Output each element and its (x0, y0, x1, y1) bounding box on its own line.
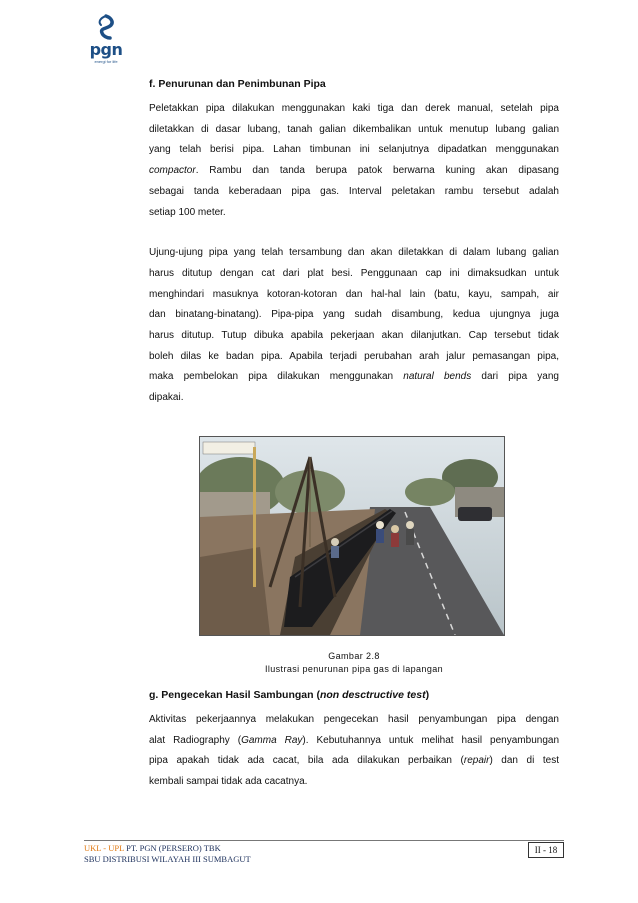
paragraph-line (149, 751, 559, 772)
paragraph-line: Peletakkan pipa dilakukan menggunakan kaki tiga dan derek manual, setelah pipa (149, 103, 559, 114)
section-f-paragraph-1 (149, 99, 559, 223)
page-number: II - 18 (528, 842, 564, 858)
paragraph-line-text: . Rambu dan tanda berupa patok berwarna kuning akan dipasang (195, 165, 559, 177)
section-g-heading-end: ) (425, 689, 430, 701)
paragraph-line-text: maka pembelokan pipa dilakukan menggunakan (149, 371, 404, 383)
paragraph-line: diletakkan di dasar lubang, tanah galian dikembalikan untuk menutup lubang galian (149, 123, 559, 135)
pgn-logo (86, 14, 126, 66)
figure-caption-text: Ilustrasi penurunan pipa gas di lapangan (264, 664, 444, 674)
term-repair: repair (463, 755, 490, 767)
footer-line-2: SBU DISTRIBUSI WILAYAH III SUMBAGUT (84, 854, 251, 864)
paragraph-line: harus ditutup dengan cat dari plat besi. Penggunaan cap ini dimaksudkan untuk (149, 267, 559, 279)
logo-tagline: energi for life (94, 59, 118, 64)
paragraph-line: yang telah berisi pipa. Lahan timbunan ini selanjutnya dipadatkan menggunakan (149, 144, 559, 156)
paragraph-line (149, 731, 559, 752)
section-f-heading: f. Penurunan dan Penimbunan Pipa (149, 78, 326, 90)
section-g-heading (149, 686, 559, 710)
paragraph-line-text: ) dan di test (489, 755, 559, 767)
footer-line-1 (84, 843, 251, 854)
section-g-heading-term: non desctructive test (319, 689, 426, 701)
paragraph-line (149, 161, 559, 182)
paragraph-line: dipakai. (149, 392, 184, 404)
paragraph-line: sebagai tanda keberadaan pipa gas. Interval peletakan rambu tersebut adalah (149, 185, 559, 197)
logo-text: pgn (89, 40, 123, 59)
paragraph-line (149, 367, 559, 388)
paragraph-line: Ujung-ujung pipa yang telah tersambung dan akan diletakkan di dalam lubang galian (149, 247, 559, 259)
section-g (149, 686, 559, 793)
section-f-paragraph-2 (149, 243, 559, 409)
pipe-lowering-photo (199, 436, 505, 636)
figure-caption (149, 650, 559, 676)
term-compactor: compactor (149, 165, 196, 177)
paragraph-line: menghindari masuknya kotoran-kotoran dan hal-hal lain (batu, kayu, sampah, air (149, 288, 559, 300)
section-f (149, 75, 559, 409)
section-g-heading-text: g. Pengecekan Hasil Sambungan ( (149, 689, 320, 701)
term-gamma-ray: Gamma Ray (241, 734, 303, 746)
figure-caption-title: Gambar 2.8 (328, 651, 380, 661)
paragraph-line: boleh dilas ke badan pipa. Apabila terjadi perubahan arah jalur pemasangan pipa, (149, 350, 559, 362)
pgn-logo-mark-icon (86, 14, 126, 42)
paragraph-line: dan binatang-binatang). Pipa-pipa yang sudah disambung, kedua ujungnya juga (149, 309, 559, 321)
footer-doc-type: UKL - UPL (84, 843, 124, 853)
section-g-paragraph (149, 710, 559, 793)
term-natural-bends: natural bends (403, 371, 472, 383)
paragraph-line: Aktivitas pekerjaannya melakukan pengecekan hasil penyambungan pipa dengan (149, 714, 559, 725)
paragraph-line-text: pipa apakah tidak ada cacat, bila ada dilakukan perbaikan ( (149, 755, 464, 767)
paragraph-line-text: alat Radiography ( (149, 734, 242, 746)
paragraph-line-text: dari pipa yang (471, 371, 559, 383)
footer-divider (84, 840, 564, 841)
photo-illustration (200, 437, 504, 635)
paragraph-line: kembali sampai tidak ada cacatnya. (149, 776, 308, 788)
paragraph-line: harus ditutup. Tutup dibuka apabila pekerjaan akan dilanjutkan. Cap tersebut tidak (149, 330, 559, 342)
footer-info (84, 843, 251, 865)
paragraph-line-text: ). Kebutuhannya untuk melihat hasil penyambungan (302, 734, 560, 746)
footer-company: PT. PGN (PERSERO) TBK (123, 843, 221, 853)
paragraph-line: setiap 100 meter. (149, 206, 226, 218)
